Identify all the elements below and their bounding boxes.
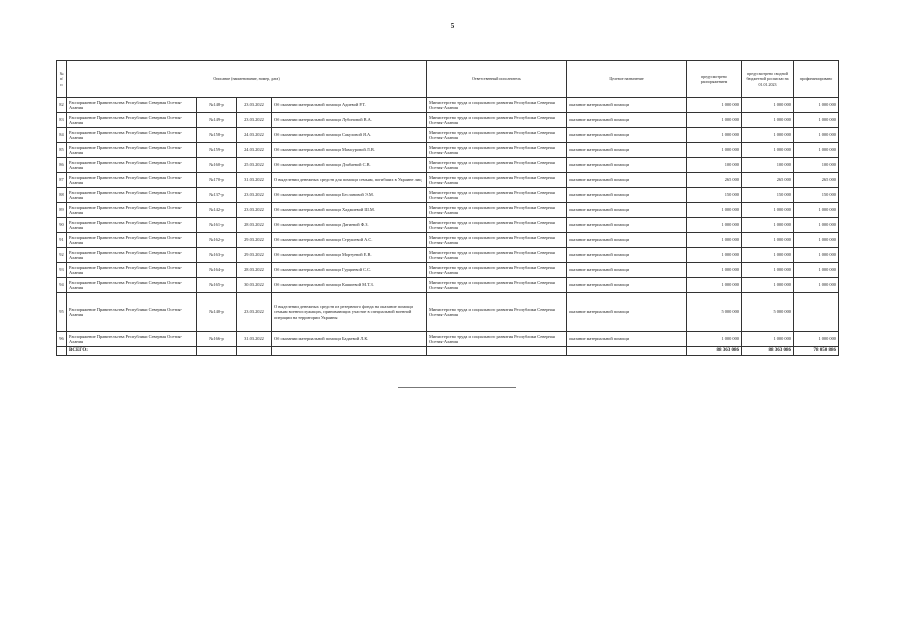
row-financed: 1 000 000 [794, 332, 839, 347]
header-allocated: предусмотрено сводной бюджетной росписью на 01.01.2023 [742, 61, 794, 98]
row-executor: Министерство труда и социального развития Республики Северная Осетия-Алания [427, 173, 567, 188]
row-issuer: Распоряжение Правительства Республики Северная Осетия-Алания [67, 233, 197, 248]
row-purpose: оказание материальной помощи [567, 203, 687, 218]
table-row [57, 158, 839, 173]
row-title: Об оказании материальной помощи Лубоновой В.А. [272, 113, 427, 128]
row-date: 31.03.2022 [237, 332, 272, 347]
row-doc-number: №162-р [197, 233, 237, 248]
row-date: 25.03.2022 [237, 158, 272, 173]
table-row [57, 128, 839, 143]
row-planned: 1 000 000 [687, 263, 742, 278]
row-doc-number: №160-р [197, 158, 237, 173]
row-planned: 5 000 000 [687, 293, 742, 332]
table-row [57, 332, 839, 347]
total-financed: 78 050 886 [794, 347, 839, 356]
row-issuer: Распоряжение Правительства Республики Северная Осетия-Алания [67, 98, 197, 113]
row-purpose: оказание материальной помощи [567, 263, 687, 278]
row-planned: 1 000 000 [687, 233, 742, 248]
row-number: 93 [57, 263, 67, 278]
row-executor: Министерство труда и социального развития Республики Северная Осетия-Алания [427, 98, 567, 113]
row-financed: 265 000 [794, 173, 839, 188]
row-financed: 1 000 000 [794, 98, 839, 113]
row-executor: Министерство труда и социального развития Республики Северная Осетия-Алания [427, 233, 567, 248]
table-row [57, 263, 839, 278]
row-purpose: оказание материальной помощи [567, 188, 687, 203]
row-doc-number: №161-р [197, 218, 237, 233]
row-number: 92 [57, 248, 67, 263]
total-empty [57, 347, 67, 356]
table-row [57, 278, 839, 293]
row-allocated: 1 000 000 [742, 98, 794, 113]
budget-table [56, 60, 839, 356]
row-executor: Министерство труда и социального развития Республики Северная Осетия-Алания [427, 293, 567, 332]
row-date: 31.03.2022 [237, 173, 272, 188]
row-number: 84 [57, 128, 67, 143]
header-executor: Ответственный исполнитель [427, 61, 567, 98]
row-date: 23.03.2022 [237, 203, 272, 218]
row-date: 28.03.2022 [237, 263, 272, 278]
row-executor: Министерство труда и социального развития Республики Северная Осетия-Алания [427, 263, 567, 278]
row-issuer: Распоряжение Правительства Республики Северная Осетия-Алания [67, 278, 197, 293]
row-purpose: оказание материальной помощи [567, 293, 687, 332]
row-planned: 1 000 000 [687, 278, 742, 293]
row-doc-number: №137-р [197, 188, 237, 203]
row-issuer: Распоряжение Правительства Республики Северная Осетия-Алания [67, 113, 197, 128]
row-date: 24.03.2022 [237, 128, 272, 143]
row-allocated: 1 000 000 [742, 263, 794, 278]
row-financed: 1 000 000 [794, 263, 839, 278]
table-row [57, 98, 839, 113]
row-date: 23.03.2022 [237, 113, 272, 128]
row-date: 23.03.2022 [237, 293, 272, 332]
row-purpose: оказание материальной помощи [567, 332, 687, 347]
row-title: Об оказании материальной помощи Беслановой Э.М. [272, 188, 427, 203]
total-row [57, 347, 839, 356]
row-allocated: 150 000 [742, 188, 794, 203]
row-title: О выделении денежных средств для помощи семьям, погибших в Украине лиц [272, 173, 427, 188]
table-row [57, 113, 839, 128]
row-planned: 1 000 000 [687, 128, 742, 143]
row-issuer: Распоряжение Правительства Республики Северная Осетия-Алания [67, 128, 197, 143]
row-purpose: оказание материальной помощи [567, 233, 687, 248]
row-executor: Министерство труда и социального развития Республики Северная Осетия-Алания [427, 248, 567, 263]
table-row [57, 143, 839, 158]
row-executor: Министерство труда и социального развития Республики Северная Осетия-Алания [427, 158, 567, 173]
row-title: Об оказании материальной помощи Гурциевой С.С. [272, 263, 427, 278]
row-date: 28.03.2022 [237, 218, 272, 233]
row-allocated: 5 000 000 [742, 293, 794, 332]
table-row [57, 173, 839, 188]
row-doc-number: №159-р [197, 143, 237, 158]
row-doc-number: №163-р [197, 248, 237, 263]
footer-divider [398, 387, 516, 388]
row-issuer: Распоряжение Правительства Республики Северная Осетия-Алания [67, 173, 197, 188]
row-issuer: Распоряжение Правительства Республики Северная Осетия-Алания [67, 158, 197, 173]
row-financed: 150 000 [794, 188, 839, 203]
row-number: 91 [57, 233, 67, 248]
row-date: 29.03.2022 [237, 233, 272, 248]
row-executor: Министерство труда и социального развития Республики Северная Осетия-Алания [427, 278, 567, 293]
table-header-row [57, 61, 839, 98]
row-executor: Министерство труда и социального развития Республики Северная Осетия-Алания [427, 143, 567, 158]
header-financed: профинансировано [794, 61, 839, 98]
row-allocated: 1 000 000 [742, 278, 794, 293]
row-issuer: Распоряжение Правительства Республики Северная Осетия-Алания [67, 332, 197, 347]
row-financed: 1 000 000 [794, 143, 839, 158]
row-title: Об оказании материальной помощи Датиевой Ф.З. [272, 218, 427, 233]
row-number: 82 [57, 98, 67, 113]
row-number: 88 [57, 188, 67, 203]
row-title: Об оказании материальной помощи Мортуевой Е.В. [272, 248, 427, 263]
row-executor: Министерство труда и социального развития Республики Северная Осетия-Алания [427, 188, 567, 203]
total-empty [272, 347, 427, 356]
row-number: 94 [57, 278, 67, 293]
row-planned: 150 000 [687, 188, 742, 203]
row-purpose: оказание материальной помощи [567, 218, 687, 233]
row-purpose: оказание материальной помощи [567, 278, 687, 293]
row-purpose: оказание материальной помощи [567, 98, 687, 113]
row-financed: 1 000 000 [794, 278, 839, 293]
row-number: 90 [57, 218, 67, 233]
row-financed: 1 000 000 [794, 128, 839, 143]
table-row [57, 233, 839, 248]
row-doc-number: №140-р [197, 293, 237, 332]
row-doc-number: №164-р [197, 263, 237, 278]
row-number: 96 [57, 332, 67, 347]
total-empty [237, 347, 272, 356]
table-body [57, 98, 839, 356]
row-date: 29.03.2022 [237, 248, 272, 263]
row-allocated: 1 000 000 [742, 248, 794, 263]
row-planned: 1 000 000 [687, 203, 742, 218]
row-doc-number: №149-р [197, 113, 237, 128]
row-purpose: оказание материальной помощи [567, 248, 687, 263]
row-number: 86 [57, 158, 67, 173]
row-doc-number: №148-р [197, 98, 237, 113]
row-allocated: 1 000 000 [742, 203, 794, 218]
row-planned: 1 000 000 [687, 98, 742, 113]
row-allocated: 100 000 [742, 158, 794, 173]
row-financed: 1 000 000 [794, 218, 839, 233]
header-document: Описание (наименование, номер, дата) [67, 61, 427, 98]
table-row [57, 248, 839, 263]
header-purpose: Целевое назначение [567, 61, 687, 98]
header-planned: предусмотрено распоряжением [687, 61, 742, 98]
row-financed: 100 000 [794, 158, 839, 173]
row-allocated: 1 000 000 [742, 113, 794, 128]
row-number: 85 [57, 143, 67, 158]
table-row [57, 203, 839, 218]
row-issuer: Распоряжение Правительства Республики Северная Осетия-Алания [67, 218, 197, 233]
row-number: 87 [57, 173, 67, 188]
row-allocated: 1 000 000 [742, 143, 794, 158]
row-planned: 1 000 000 [687, 332, 742, 347]
row-doc-number: №170-р [197, 173, 237, 188]
row-issuer: Распоряжение Правительства Республики Северная Осетия-Алания [67, 263, 197, 278]
row-financed: 1 000 000 [794, 113, 839, 128]
total-planned: 88 363 086 [687, 347, 742, 356]
row-issuer: Распоряжение Правительства Республики Северная Осетия-Алания [67, 143, 197, 158]
row-issuer: Распоряжение Правительства Республики Северная Осетия-Алания [67, 293, 197, 332]
row-financed: 1 000 000 [794, 203, 839, 218]
row-financed: 1 000 000 [794, 233, 839, 248]
row-executor: Министерство труда и социального развития Республики Северная Осетия-Алания [427, 218, 567, 233]
row-date: 24.03.2022 [237, 143, 272, 158]
row-executor: Министерство труда и социального развития Республики Северная Осетия-Алания [427, 128, 567, 143]
row-title: Об оказании материальной помощи Мамсуровой Л.В. [272, 143, 427, 158]
row-purpose: оказание материальной помощи [567, 113, 687, 128]
total-empty [427, 347, 567, 356]
total-allocated: 88 363 086 [742, 347, 794, 356]
row-allocated: 1 000 000 [742, 218, 794, 233]
row-executor: Министерство труда и социального развития Республики Северная Осетия-Алания [427, 203, 567, 218]
header-num: № п/п [57, 61, 67, 98]
total-empty [197, 347, 237, 356]
row-title: Об оказании материальной помощи Бадаевой Л.К. [272, 332, 427, 347]
row-executor: Министерство труда и социального развития Республики Северная Осетия-Алания [427, 332, 567, 347]
total-empty [567, 347, 687, 356]
row-issuer: Распоряжение Правительства Республики Северная Осетия-Алания [67, 188, 197, 203]
table-row [57, 218, 839, 233]
row-financed [794, 293, 839, 332]
row-issuer: Распоряжение Правительства Республики Северная Осетия-Алания [67, 248, 197, 263]
row-title: Об оказании материальной помощи Дзабаевой С.В. [272, 158, 427, 173]
table-row [57, 188, 839, 203]
row-doc-number: №165-р [197, 278, 237, 293]
row-allocated: 1 000 000 [742, 233, 794, 248]
row-planned: 1 000 000 [687, 248, 742, 263]
total-label: ВСЕГО: [67, 347, 197, 356]
row-title: Об оказании материальной помощи Сакуловой Я.А. [272, 128, 427, 143]
row-planned: 265 000 [687, 173, 742, 188]
row-planned: 100 000 [687, 158, 742, 173]
row-doc-number: №158-р [197, 128, 237, 143]
row-number: 95 [57, 293, 67, 332]
row-number: 83 [57, 113, 67, 128]
row-title: Об оказании материальной помощи Адиевой Р.Т. [272, 98, 427, 113]
row-title: Об оказании материальной помощи Хаджиевой Ш.М. [272, 203, 427, 218]
row-date: 30.03.2022 [237, 278, 272, 293]
row-purpose: оказание материальной помощи [567, 173, 687, 188]
row-financed: 1 000 000 [794, 248, 839, 263]
row-date: 23.03.2022 [237, 98, 272, 113]
row-doc-number: №142-р [197, 203, 237, 218]
row-executor: Министерство труда и социального развития Республики Северная Осетия-Алания [427, 113, 567, 128]
row-allocated: 1 000 000 [742, 128, 794, 143]
row-purpose: оказание материальной помощи [567, 143, 687, 158]
row-allocated: 1 000 000 [742, 332, 794, 347]
table-row [57, 293, 839, 332]
row-date: 23.03.2022 [237, 188, 272, 203]
row-title: Об оказании материальной помощи Кашиевой М.Т.З. [272, 278, 427, 293]
row-title: О выделении денежных средств из резервного фонда на оказание помощи семьям военнослужащих, принимающих участие в специальной военной операции на территории Украины [272, 293, 427, 332]
row-purpose: оказание материальной помощи [567, 158, 687, 173]
row-planned: 1 000 000 [687, 218, 742, 233]
row-issuer: Распоряжение Правительства Республики Северная Осетия-Алания [67, 203, 197, 218]
row-planned: 1 000 000 [687, 143, 742, 158]
row-planned: 1 000 000 [687, 113, 742, 128]
row-number: 89 [57, 203, 67, 218]
row-doc-number: №166-р [197, 332, 237, 347]
row-purpose: оказание материальной помощи [567, 128, 687, 143]
row-allocated: 265 000 [742, 173, 794, 188]
row-title: Об оказании материальной помощи Струшевой А.С. [272, 233, 427, 248]
page-number: 5 [450, 22, 455, 30]
